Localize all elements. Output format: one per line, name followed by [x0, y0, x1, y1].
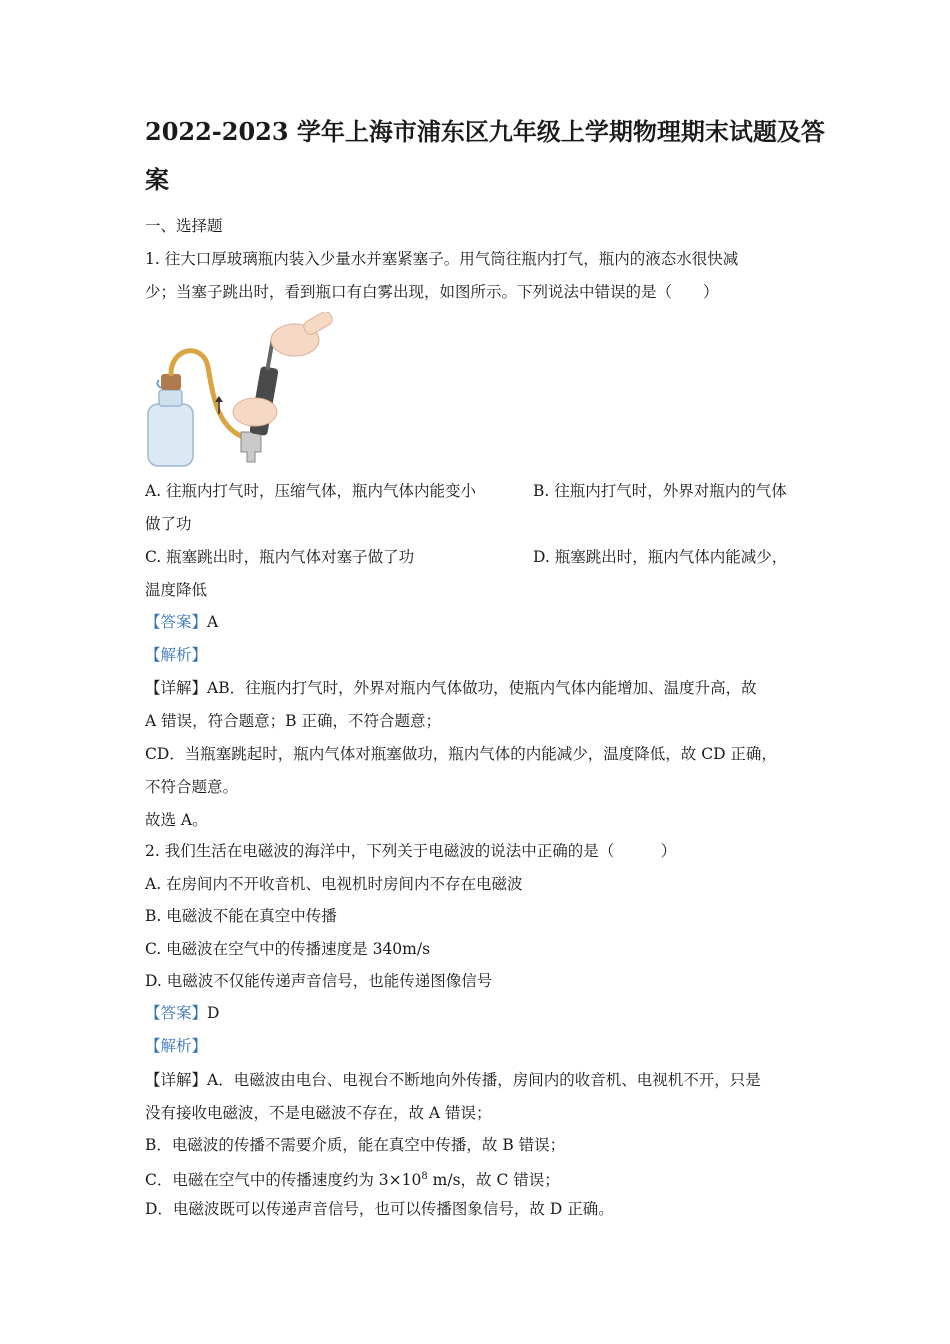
- q1-option-c: C. 瓶塞跳出时，瓶内气体对塞子做了功: [145, 548, 415, 566]
- detail-tag: 【详解】: [145, 679, 208, 697]
- q2-detail-line2: 没有接收电磁波，不是电磁波不存在，故 A 错误；: [145, 1104, 492, 1122]
- q1-analysis-tag: 【解析】: [145, 646, 208, 664]
- q1-detail-line1: [145, 677, 757, 699]
- answer-tag: 【答案】: [145, 1004, 208, 1022]
- q2-option-b: B. 电磁波不能在真空中传播: [145, 907, 337, 925]
- q1-conclusion: 故选 A。: [145, 811, 208, 829]
- q2-stem: 2. 我们生活在电磁波的海洋中，下列关于电磁波的说法中正确的是（ ）: [145, 842, 677, 860]
- answer-tag: 【答案】: [145, 613, 208, 631]
- detail-text: A．电磁波由电台、电视台不断地向外传播，房间内的收音机、电视机不开，只是: [207, 1071, 761, 1089]
- title-text: 2022-2023 学年上海市浦东区九年级上学期物理期末试题及答案: [145, 117, 825, 194]
- bottle: [148, 404, 193, 466]
- upper-hand-wrist: [302, 312, 335, 337]
- mist: [157, 380, 161, 388]
- detail-post: m/s，故 C 错误；: [427, 1171, 560, 1190]
- q1-stem-line2: 少；当塞子跳出时，看到瓶口有白雾出现，如图所示。下列说法中错误的是（ ）: [145, 283, 719, 301]
- q1-detail-line4: 不符合题意。: [145, 778, 239, 796]
- q2-option-d: D. 电磁波不仅能传递声音信号，也能传递图像信号: [145, 972, 493, 990]
- q2-answer: [145, 1002, 219, 1024]
- q1-option-d: D. 瓶塞跳出时，瓶内气体内能减少，: [533, 548, 788, 566]
- q2-analysis-tag: 【解析】: [145, 1037, 208, 1055]
- q2-detail-line3: B．电磁波的传播不需要介质，能在真空中传播，故 B 错误；: [145, 1136, 566, 1154]
- detail-text: AB．往瓶内打气时，外界对瓶内气体做功，使瓶内气体内能增加、温度升高，故: [207, 679, 757, 697]
- q1-option-b-cont: 做了功: [145, 515, 192, 533]
- q1-detail-line2: A 错误，符合题意；B 正确，不符合题意；: [145, 712, 441, 730]
- pump-bottle-figure: [143, 312, 343, 472]
- q1-option-b: B. 往瓶内打气时，外界对瓶内的气体: [533, 482, 787, 500]
- q2-option-c: C. 电磁波在空气中的传播速度是 340m/s: [145, 940, 431, 958]
- q2-detail-line4: [145, 1166, 560, 1191]
- section-heading: 一、选择题: [145, 217, 223, 235]
- exponent: 8: [421, 1171, 428, 1182]
- q1-option-a: A. 往瓶内打气时，压缩气体，瓶内气体内能变小: [145, 482, 477, 500]
- q1-stem-line1: 1. 往大口厚玻璃瓶内装入少量水并塞紧塞子。用气筒往瓶内打气，瓶内的液态水很快减: [145, 250, 739, 268]
- q2-detail-line1: [145, 1069, 761, 1091]
- detail-tag: 【详解】: [145, 1071, 208, 1089]
- lower-hand: [233, 398, 277, 426]
- q1-option-d-cont: 温度降低: [145, 581, 208, 599]
- bottle-neck: [159, 390, 182, 406]
- answer-value: A: [207, 613, 219, 631]
- q2-option-a: A. 在房间内不开收音机、电视机时房间内不存在电磁波: [145, 875, 523, 893]
- q1-answer: [145, 611, 218, 633]
- detail-pre: C．电磁在空气中的传播速度约为 3×10: [145, 1171, 422, 1190]
- pump-base: [241, 432, 261, 462]
- answer-value: D: [207, 1004, 220, 1022]
- q2-detail-line5: D．电磁波既可以传递声音信号，也可以传播图象信号，故 D 正确。: [145, 1200, 614, 1218]
- document-title: [145, 108, 825, 204]
- q1-detail-line3: CD．当瓶塞跳起时，瓶内气体对瓶塞做功，瓶内气体的内能减少，温度降低，故 CD 正确，: [145, 745, 777, 763]
